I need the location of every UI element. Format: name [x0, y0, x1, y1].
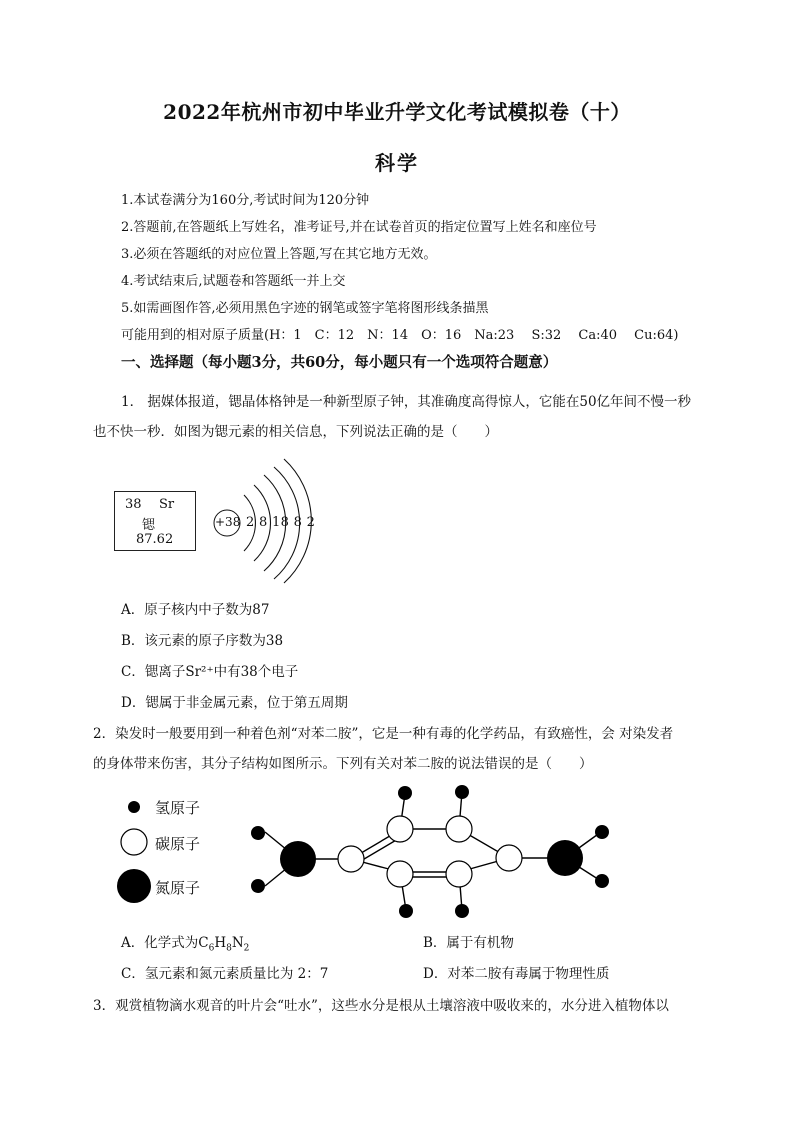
q1-option-c: C．锶离子Sr²⁺中有38个电子	[121, 664, 299, 680]
hydrogen-atom	[251, 826, 265, 840]
nitrogen-atom	[280, 841, 316, 877]
q2-option-a: A．化学式为$C_6H_8N_2$	[121, 935, 250, 954]
hydrogen-atom	[398, 786, 412, 800]
legend-nitrogen-atom	[117, 869, 151, 903]
element-number: 38	[125, 497, 142, 512]
legend-hydrogen-label: 氢原子	[155, 799, 201, 817]
instruction-5: 5.如需画图作答,必须用黑色字迹的钢笔或签字笔将图形线条描黑	[121, 301, 489, 316]
carbon-atom	[338, 846, 364, 872]
element-mass: 87.62	[136, 532, 174, 547]
carbon-atom	[496, 845, 522, 871]
element-name: 锶	[142, 518, 156, 533]
legend-hydrogen-atom	[128, 801, 140, 813]
element-symbol: Sr	[159, 497, 175, 512]
hydrogen-atom	[595, 874, 609, 888]
nucleus-charge: +38	[215, 515, 241, 529]
legend-nitrogen-label: 氮原子	[155, 879, 201, 897]
instruction-3: 3.必须在答题纸的对应位置上答题,写在其它地方无效。	[121, 247, 437, 262]
atomic-masses: 可能用到的相对原子质量(H：1 C：12 N：14 O：16 Na:23 S:32 Ca:40 Cu:64)	[121, 328, 679, 343]
q2-option-b: B．属于有机物	[423, 935, 514, 951]
q1-option-d: D．锶属于非金属元素，位于第五周期	[121, 695, 348, 711]
q2-stem-line2: 的身体带来伤害，其分子结构如图所示。下列有关对苯二胺的说法错误的是（ ）	[93, 756, 593, 772]
carbon-atom	[446, 861, 472, 887]
legend-carbon-label: 碳原子	[155, 835, 201, 853]
hydrogen-atom	[595, 825, 609, 839]
section-title: 一、选择题（每小题3分，共60分，每小题只有一个选项符合题意）	[121, 354, 558, 371]
subject-title: 科学	[375, 151, 419, 175]
q2-option-c: C．氢元素和氮元素质量比为 2：7	[121, 966, 329, 982]
element-card	[114, 491, 196, 551]
q2-stem-line1: 2．染发时一般要用到一种着色剂“对苯二胺”，它是一种有毒的化学药品，有致癌性，会 对染发者	[93, 726, 674, 742]
q1-stem-line1: 1． 据媒体报道，锶晶体格钟是一种新型原子钟，其准确度高得惊人，它能在50亿年间不慢一秒	[121, 394, 692, 410]
carbon-atom	[387, 861, 413, 887]
q1-stem-line2: 也不快一秒．如图为锶元素的相关信息，下列说法正确的是（ ）	[93, 424, 498, 440]
instruction-2: 2.答题前,在答题纸上写姓名，准考证号,并在试卷首页的指定位置写上姓名和座位号	[121, 220, 597, 235]
instruction-1: 1.本试卷满分为160分,考试时间为120分钟	[121, 193, 370, 208]
page-title: 2022年杭州市初中毕业升学文化考试模拟卷（十）	[163, 100, 631, 124]
hydrogen-atom	[455, 904, 469, 918]
carbon-atom	[446, 816, 472, 842]
q1-option-b: B．该元素的原子序数为38	[121, 633, 284, 649]
carbon-atom	[387, 816, 413, 842]
hydrogen-atom	[251, 879, 265, 893]
instruction-4: 4.考试结束后,试题卷和答题纸一并上交	[121, 274, 346, 289]
q3-stem-line1: 3．观赏植物滴水观音的叶片会“吐水”，这些水分是根从土壤溶液中吸收来的，水分进入植物体以	[93, 998, 669, 1014]
hydrogen-atom	[399, 904, 413, 918]
hydrogen-atom	[455, 785, 469, 799]
nitrogen-atom	[547, 840, 583, 876]
legend-carbon-atom	[121, 829, 147, 855]
q2-option-d: D．对苯二胺有毒属于物理性质	[423, 966, 610, 982]
q1-option-a: A．原子核内中子数为87	[121, 602, 270, 618]
electron-shell-numbers: 2 8 18 8 2	[246, 515, 316, 530]
